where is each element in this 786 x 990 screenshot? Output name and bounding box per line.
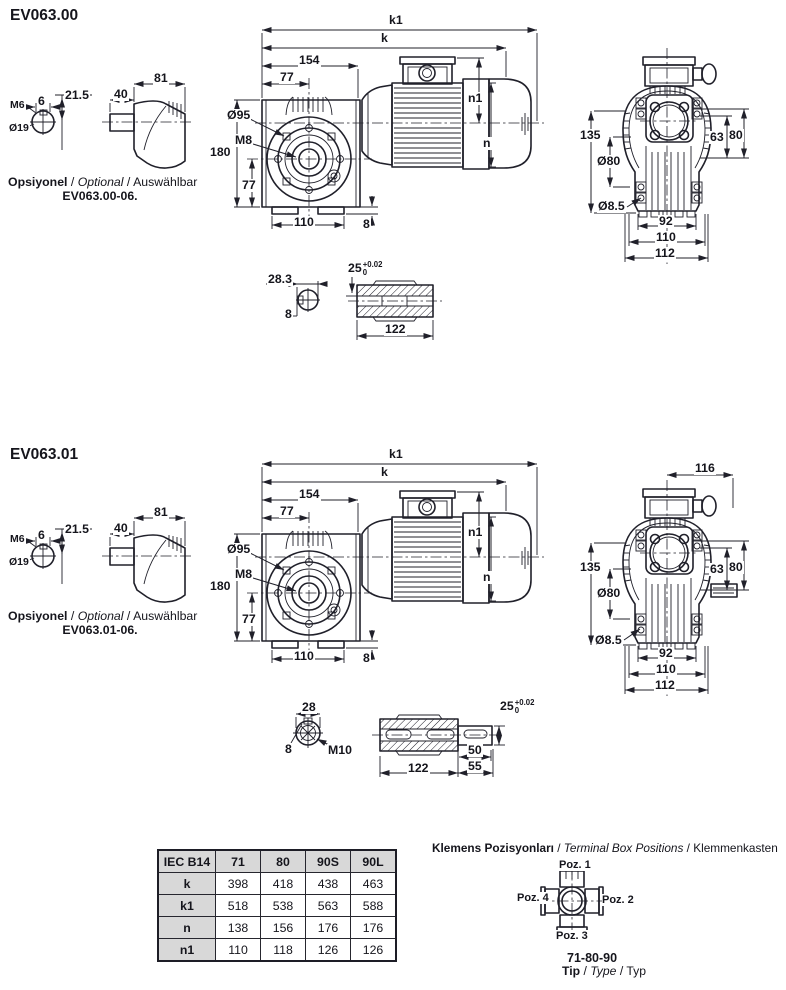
table-row <box>158 917 396 939</box>
s2-optional-note <box>8 609 198 623</box>
s2-dim-81: 81 <box>154 505 168 519</box>
s2-tol-plus: +0.02 <box>514 698 535 707</box>
s2-dim-154: 154 <box>299 487 320 501</box>
s1-dim-n1: n1 <box>468 91 483 105</box>
ev06301-main-view <box>234 464 544 663</box>
s2-shaft-dim-122: 122 <box>408 761 429 775</box>
s1-dim-21-5: 21.5 <box>65 88 89 102</box>
cell-k1-90l: 588 <box>351 895 397 917</box>
s2-dim-180: 180 <box>210 579 231 593</box>
dimensions-table <box>157 849 397 962</box>
terminal-title-de: Klemmenkasten <box>693 841 778 855</box>
cell-n-90l: 176 <box>351 917 397 939</box>
s1-tol-plus: +0.02 <box>362 260 383 269</box>
s1-dim-81: 81 <box>154 71 168 85</box>
terminal-poz-3: Poz. 3 <box>556 930 588 942</box>
s1-front-dim-63: 63 <box>710 130 724 144</box>
s2-dim-o19: Ø19 <box>9 556 29 568</box>
cell-n-71: 138 <box>216 917 261 939</box>
s2-note-tr: Opsiyonel <box>8 609 68 623</box>
table-header-iec-b14: IEC B14 <box>158 850 216 873</box>
cell-n1-71: 110 <box>216 939 261 962</box>
s1-note-de: Auswählbar <box>133 175 198 189</box>
s2-shaft-dim-25 <box>499 699 535 715</box>
s1-front-dim-110: 110 <box>656 230 676 244</box>
s2-dim-n: n <box>483 570 491 584</box>
s2-dim-8: 8 <box>363 651 370 665</box>
s1-shaft-dim-8: 8 <box>285 307 292 321</box>
terminal-title-tr: Klemens Pozisyonları <box>432 841 554 855</box>
s1-optional-note <box>8 175 198 189</box>
s2-front-dim-116: 116 <box>695 461 715 475</box>
s1-shaft-dim-122: 122 <box>385 322 406 336</box>
cell-k-90s: 438 <box>306 873 351 895</box>
s2-front-dim-o80: Ø80 <box>597 586 621 600</box>
s1-dim-180: 180 <box>210 145 231 159</box>
row-label-k: k <box>158 873 216 895</box>
table-row <box>158 873 396 895</box>
ev06300-insert-views <box>24 84 193 168</box>
s1-dim-77-top: 77 <box>280 70 294 84</box>
s2-dim-77-low: 77 <box>242 612 256 626</box>
s1-shaft-dim-28-3: 28.3 <box>268 272 292 286</box>
s1-shaft-dim-25 <box>347 261 383 277</box>
cell-n1-90s: 126 <box>306 939 351 962</box>
cell-n1-90l: 126 <box>351 939 397 962</box>
s1-front-dim-112: 112 <box>655 246 675 260</box>
s2-dim-o95: Ø95 <box>227 542 251 556</box>
s2-shaft-dim-m10: M10 <box>328 743 352 757</box>
cell-k-80: 418 <box>261 873 306 895</box>
terminal-type-sep1: / <box>580 964 591 978</box>
s2-dim-40: 40 <box>114 521 128 535</box>
s1-dim-k1: k1 <box>389 13 403 27</box>
s1-dim-m8: M8 <box>235 133 253 147</box>
cell-k1-90s: 563 <box>306 895 351 917</box>
table-header-row <box>158 850 396 873</box>
terminal-type-de: Typ <box>626 964 647 978</box>
table-header-90s: 90S <box>306 850 351 873</box>
s2-shaft-25-value: 25 <box>500 699 514 713</box>
table-row <box>158 939 396 962</box>
s1-front-dim-o80: Ø80 <box>597 154 621 168</box>
s2-note-sep2: / <box>123 609 134 623</box>
s1-dim-o19: Ø19 <box>9 122 29 134</box>
s2-dim-77-top: 77 <box>280 504 294 518</box>
s2-shaft-dim-55: 55 <box>468 759 482 773</box>
s2-tol-zero: 0 <box>514 706 520 716</box>
s1-shaft-25-value: 25 <box>348 261 362 275</box>
s1-dim-77-low: 77 <box>242 178 256 192</box>
s1-dim-154: 154 <box>299 53 320 67</box>
s2-shaft-dim-28: 28 <box>302 700 316 714</box>
s2-dim-6: 6 <box>38 528 45 542</box>
terminal-type-en: Type <box>590 964 617 978</box>
s2-dim-k: k <box>381 465 388 479</box>
s1-dim-o95: Ø95 <box>227 108 251 122</box>
cell-k-90l: 463 <box>351 873 397 895</box>
row-label-n: n <box>158 917 216 939</box>
s2-shaft-dim-8: 8 <box>285 742 292 756</box>
cell-n-80: 156 <box>261 917 306 939</box>
s2-shaft-25-tolerance <box>515 699 535 715</box>
ev06300-main-view <box>234 30 544 229</box>
s1-front-dim-135: 135 <box>580 128 601 142</box>
terminal-title-sep1: / <box>553 841 564 855</box>
cell-k1-71: 518 <box>216 895 261 917</box>
s2-shaft-dim-50: 50 <box>468 743 482 757</box>
terminal-type-tr: Tip <box>562 964 581 978</box>
s1-dim-40: 40 <box>114 87 128 101</box>
section-title-ev06301: EV063.01 <box>10 446 79 463</box>
terminal-poz-1: Poz. 1 <box>559 859 591 871</box>
cell-n1-80: 118 <box>261 939 306 962</box>
section-title-ev06300: EV063.00 <box>10 7 79 24</box>
s2-dim-m6: M6 <box>10 533 25 545</box>
s1-shaft-25-tolerance <box>363 261 383 277</box>
s1-note-tr: Opsiyonel <box>8 175 68 189</box>
s2-front-dim-110: 110 <box>656 662 676 676</box>
s2-dim-m8: M8 <box>235 567 253 581</box>
terminal-type-sep2: / <box>616 964 627 978</box>
terminal-models: 71-80-90 <box>567 951 618 965</box>
terminal-type-line <box>562 964 646 978</box>
s2-note-de: Auswählbar <box>133 609 198 623</box>
cell-k-71: 398 <box>216 873 261 895</box>
s1-note-sep1: / <box>67 175 78 189</box>
s2-note-en: Optional <box>77 609 124 623</box>
s1-front-dim-o85: Ø8.5 <box>598 199 625 213</box>
s1-dim-m6: M6 <box>10 99 25 111</box>
s1-optional-code: EV063.00-06. <box>62 189 138 203</box>
table-header-71: 71 <box>216 850 261 873</box>
row-label-k1: k1 <box>158 895 216 917</box>
s1-dim-8: 8 <box>363 217 370 231</box>
s2-front-dim-o85: Ø8.5 <box>595 633 622 647</box>
ev06300-dia85-leader <box>627 198 641 207</box>
s2-dim-n1: n1 <box>468 525 483 539</box>
cell-k1-80: 538 <box>261 895 306 917</box>
s2-dim-21-5: 21.5 <box>65 522 89 536</box>
s1-front-dim-80: 80 <box>729 128 743 142</box>
terminal-box-title <box>432 841 778 855</box>
s2-front-dim-92: 92 <box>659 646 673 660</box>
s1-tol-zero: 0 <box>362 268 368 278</box>
terminal-poz-2: Poz. 2 <box>602 894 634 906</box>
terminal-title-sep2: / <box>683 841 694 855</box>
s2-dim-110: 110 <box>294 649 314 663</box>
s2-note-sep1: / <box>67 609 78 623</box>
terminal-poz-4: Poz. 4 <box>517 892 549 904</box>
s1-note-en: Optional <box>77 175 124 189</box>
table-header-90l: 90L <box>351 850 397 873</box>
table-row <box>158 895 396 917</box>
terminal-title-en: Terminal Box Positions <box>563 841 684 855</box>
s2-front-dim-112: 112 <box>655 678 675 692</box>
row-label-n1: n1 <box>158 939 216 962</box>
s1-front-dim-92: 92 <box>659 214 673 228</box>
s2-optional-code: EV063.01-06. <box>62 623 138 637</box>
s1-dim-6: 6 <box>38 94 45 108</box>
s1-dim-110: 110 <box>294 215 314 229</box>
s2-dim-k1: k1 <box>389 447 403 461</box>
s1-dim-k: k <box>381 31 388 45</box>
cell-n-90s: 176 <box>306 917 351 939</box>
ev06301-insert-views <box>24 518 193 602</box>
table-header-80: 80 <box>261 850 306 873</box>
s2-front-dim-63: 63 <box>710 562 724 576</box>
s1-dim-n: n <box>483 136 491 150</box>
s1-note-sep2: / <box>123 175 134 189</box>
s2-front-dim-80: 80 <box>729 560 743 574</box>
s2-front-dim-135: 135 <box>580 560 601 574</box>
